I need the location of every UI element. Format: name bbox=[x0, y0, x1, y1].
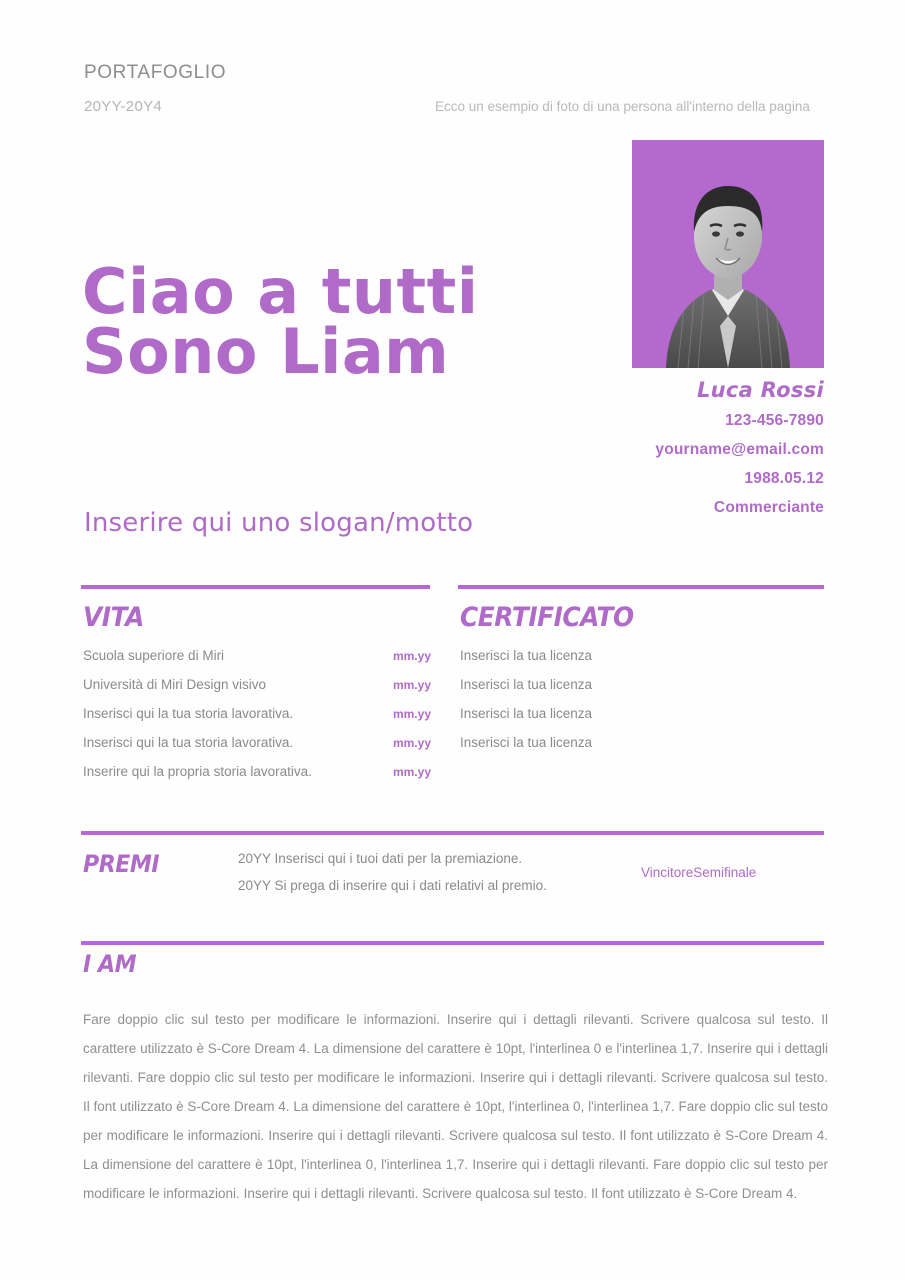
vita-entry-text: Università di Miri Design visivo bbox=[83, 677, 267, 692]
divider-vita bbox=[81, 585, 430, 589]
divider-premi bbox=[81, 831, 824, 835]
list-item bbox=[83, 648, 431, 677]
vita-entry-text: Inserire qui la propria storia lavorativa. bbox=[83, 764, 312, 779]
list-item bbox=[83, 677, 431, 706]
contact-phone[interactable]: 123-456-7890 bbox=[725, 412, 824, 429]
vita-entry-text: Inserisci qui la tua storia lavorativa. bbox=[83, 706, 294, 721]
list-item bbox=[83, 764, 431, 793]
section-heading-iam: I AM bbox=[83, 950, 137, 978]
hero-line-1: Ciao a tutti bbox=[82, 255, 479, 328]
list-item bbox=[83, 735, 431, 764]
contact-block bbox=[655, 378, 824, 517]
vita-entry-text: Inserisci qui la tua storia lavorativa. bbox=[83, 735, 294, 750]
hero-line-2: Sono Liam bbox=[82, 315, 450, 388]
contact-name: Luca Rossi bbox=[696, 378, 824, 402]
premi-list bbox=[238, 851, 598, 905]
vita-entry-date: mm.yy bbox=[392, 678, 431, 692]
header-photo-caption: Ecco un esempio di foto di una persona all'interno della pagina bbox=[435, 99, 810, 114]
contact-email[interactable]: yourname@email.com bbox=[655, 441, 824, 458]
list-item: Inserisci la tua licenza bbox=[460, 648, 593, 663]
list-item: 20YY Si prega di inserire qui i dati relativi al premio. bbox=[238, 878, 547, 893]
section-heading-vita: VITA bbox=[83, 602, 144, 633]
section-heading-premi: PREMI bbox=[83, 850, 160, 878]
list-item bbox=[83, 706, 431, 735]
portrait-photo bbox=[632, 140, 824, 368]
list-item: Inserisci la tua licenza bbox=[460, 677, 593, 692]
portrait-photo-image bbox=[632, 140, 824, 368]
contact-birthdate: 1988.05.12 bbox=[744, 470, 824, 487]
vita-entry-date: mm.yy bbox=[392, 649, 431, 663]
list-item: Inserisci la tua licenza bbox=[460, 706, 593, 721]
section-heading-certificato: CERTIFICATO bbox=[460, 602, 634, 633]
premi-award-tag: VincitoreSemifinale bbox=[641, 865, 757, 880]
list-item: Inserisci la tua licenza bbox=[460, 735, 593, 750]
divider-iam bbox=[81, 941, 824, 945]
list-item: 20YY Inserisci qui i tuoi dati per la premiazione. bbox=[238, 851, 523, 866]
vita-entry-text: Scuola superiore di Miri bbox=[83, 648, 225, 663]
divider-certificato bbox=[458, 585, 824, 589]
iam-body-text: Fare doppio clic sul testo per modificare le informazioni. Inserire qui i dettagli rilevanti. Scrivere qualcosa sul testo. Il carattere utilizzato è S-Core Dream 4. La dimensione del carattere è 10pt, l'interlinea 0 e l'interlinea 1,7. Inserire qui i dettagli rilevanti. Fare doppio clic sul testo per modificare le informazioni. Inserire qui i dettagli rilevanti. Scrivere qualcosa sul testo. Il font utilizzato è S-Core Dream 4. La dimensione del carattere è 10pt, l'interlinea 0, l'interlinea 1,7. Fare doppio clic sul testo per modificare le informazioni. Inserire qui i dettagli rilevanti. Scrivere qualcosa sul testo. Il font utilizzato è S-Core Dream 4. La dimensione del carattere è 10pt, l'interlinea 0, l'interlinea 1,7. Inserire qui i dettagli rilevanti. Fare doppio clic sul testo per modificare le informazioni. Inserire qui i dettagli rilevanti. Scrivere qualcosa sul testo. Il font utilizzato è S-Core Dream 4. bbox=[83, 1012, 828, 1201]
contact-occupation: Commerciante bbox=[713, 499, 824, 516]
vita-entry-date: mm.yy bbox=[392, 765, 431, 779]
page-title: PORTAFOGLIO bbox=[84, 62, 227, 83]
vita-list bbox=[83, 648, 431, 793]
header-years: 20YY-20Y4 bbox=[84, 98, 163, 115]
certificato-list bbox=[460, 648, 824, 764]
vita-entry-date: mm.yy bbox=[392, 707, 431, 721]
hero-headline bbox=[82, 255, 479, 388]
slogan-text: Inserire qui uno slogan/motto bbox=[84, 508, 474, 538]
vita-entry-date: mm.yy bbox=[392, 736, 431, 750]
